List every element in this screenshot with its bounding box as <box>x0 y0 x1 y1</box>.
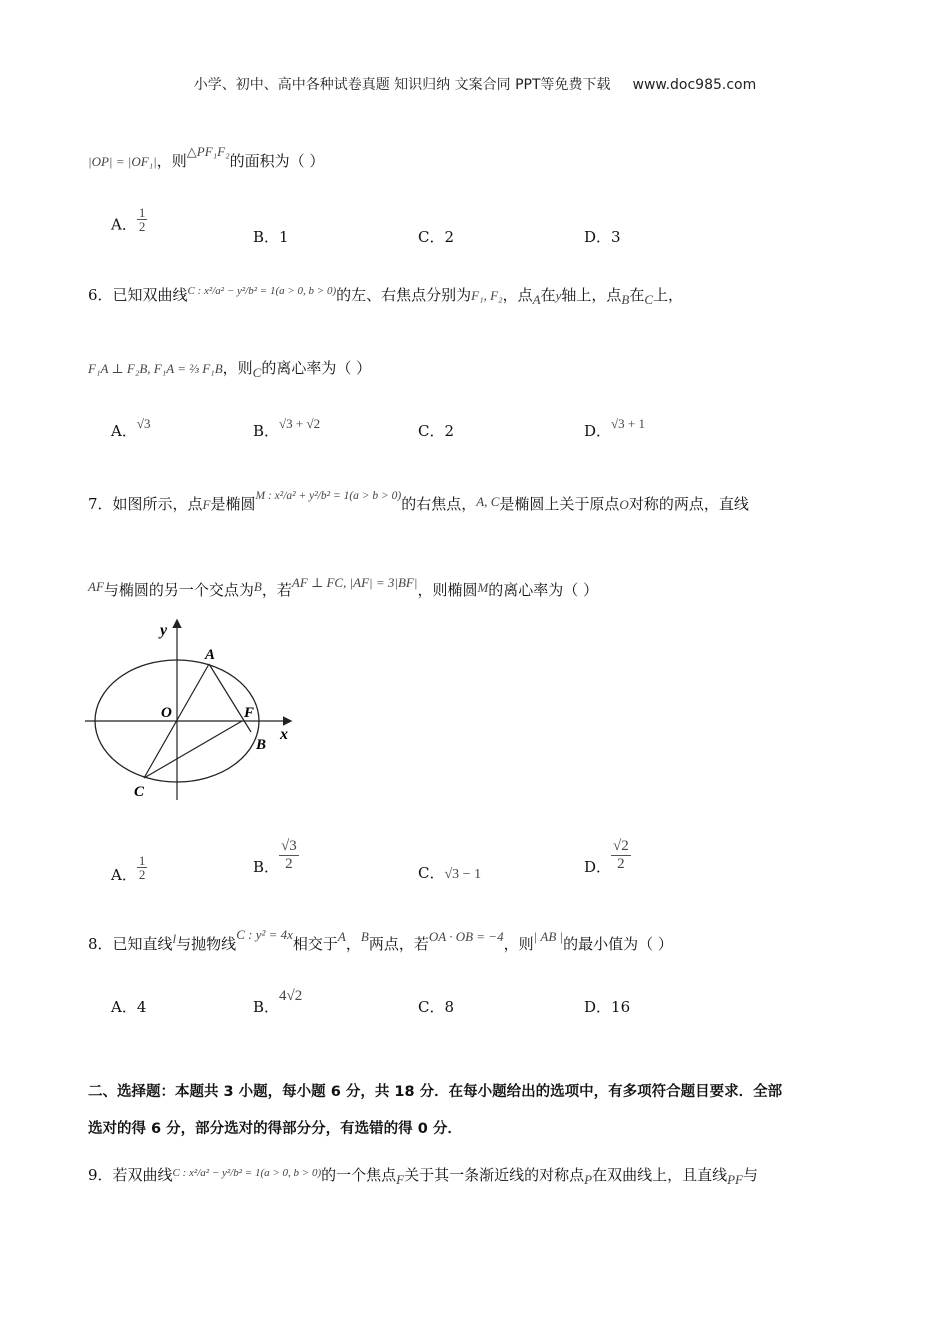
label-x: x <box>280 726 288 743</box>
q8-option-c: C．8 <box>418 998 455 1016</box>
q5-option-d: D．3 <box>584 228 621 246</box>
q7-option-b: B． $\frac{√3}{2}$ <box>253 838 297 876</box>
label-y: y <box>160 622 168 639</box>
q5-stem: |OP| = |OF₁|，则△PF₁F₂的面积为（ ） <box>88 144 325 170</box>
q5-option-b: B．1 <box>253 228 289 246</box>
label-f: F <box>244 705 255 721</box>
q5-triangle: △PF₁F₂ <box>186 144 230 159</box>
q5-option-a: A． $\frac{1}{2}$ <box>111 205 146 234</box>
q8-condition: OA · OB = −4 <box>428 929 504 944</box>
q5-math: |OP| = |OF₁| <box>88 154 157 169</box>
section2-line2: 选对的得 6 分，部分选对的得部分分，有选错的得 0 分． <box>88 1121 462 1137</box>
q7-condition: AF ⊥ FC, |AF| = 3|BF| <box>291 575 418 590</box>
q6-option-a: A．√3 <box>111 416 151 440</box>
label-a: A <box>205 647 216 663</box>
label-o: O <box>161 705 172 721</box>
q7-option-a: A． $\frac{1}{2}$ <box>111 853 146 884</box>
q5-a-fraction: $\frac{1}{2}$ <box>138 205 146 234</box>
q8-option-d: D．16 <box>584 998 631 1016</box>
label-b: B <box>256 737 267 753</box>
q7-stem-line2: AF与椭圆的另一个交点为B，若AF ⊥ FC, |AF| = 3|BF|，则椭圆M的离心率为（ ） <box>88 575 599 599</box>
q6-condition: F₁A ⊥ F₂B, F₁A = ⅔ F₁B <box>88 361 223 376</box>
header-site: www.doc985.com <box>632 77 757 93</box>
label-c: C <box>134 784 145 800</box>
q5-option-c: C．2 <box>418 228 455 246</box>
q7-ellipse-figure <box>85 615 305 810</box>
q6-stem-line1: 6．已知双曲线$^{C : x^2/a^2 - y^2/b^2 = 1(a > 0, b > 0)}$的左、右焦点分别为F₁, F₂，点A在y轴上，点B在C上， <box>88 285 684 307</box>
q6-option-b: B．√3 + √2 <box>253 416 321 440</box>
q7-stem-line1: 7．如图所示，点F是椭圆$^{M : x^2/a^2 + y^2/b^2 = 1(a > b > 0)}$的右焦点，A, C是椭圆上关于原点O对称的两点，直线 <box>88 490 749 513</box>
header-text: 小学、初中、高中各种试卷真题 知识归纳 文案合同 PPT等免费下载 <box>193 77 611 93</box>
q7-ellipse-eq: M : x²/a² + y²/b² = 1(a > b > 0) <box>255 490 402 502</box>
page-header <box>0 74 950 94</box>
q6-stem-line2: F₁A ⊥ F₂B, F₁A = ⅔ F₁B，则C的离心率为（ ） <box>88 359 372 380</box>
q7-option-d: D． $\frac{√2}{2}$ <box>584 838 629 876</box>
section2-line1: 二、选择题：本题共 3 小题，每小题 6 分，共 18 分．在每小题给出的选项中，有多项符合题目要求．全部 <box>88 1084 783 1100</box>
q7-option-c: C．√3 − 1 <box>418 864 482 882</box>
q6-curve: C : x²/a² − y²/b² = 1(a > 0, b > 0) <box>187 285 337 297</box>
q8-parabola: C : y² = 4x <box>236 927 293 942</box>
q6-option-c: C．2 <box>418 422 455 440</box>
q8-stem: 8．已知直线l与抛物线C : y² = 4x相交于A，B两点，若OA · OB = −4，则| AB |的最小值为（ ） <box>88 927 673 953</box>
q9-stem: 9．若双曲线$^{C : x^2/a^2 - y^2/b^2 = 1(a > 0, b > 0)}$的一个焦点F关于其一条渐近线的对称点P在双曲线上，且直线PF与 <box>88 1166 758 1187</box>
q6-option-d: D．√3 + 1 <box>584 416 645 440</box>
q9-curve: C : x²/a² − y²/b² = 1(a > 0, b > 0) <box>172 1167 322 1179</box>
q8-option-a: A．4 <box>111 998 147 1016</box>
q8-option-b: B．4√2 <box>253 988 303 1016</box>
